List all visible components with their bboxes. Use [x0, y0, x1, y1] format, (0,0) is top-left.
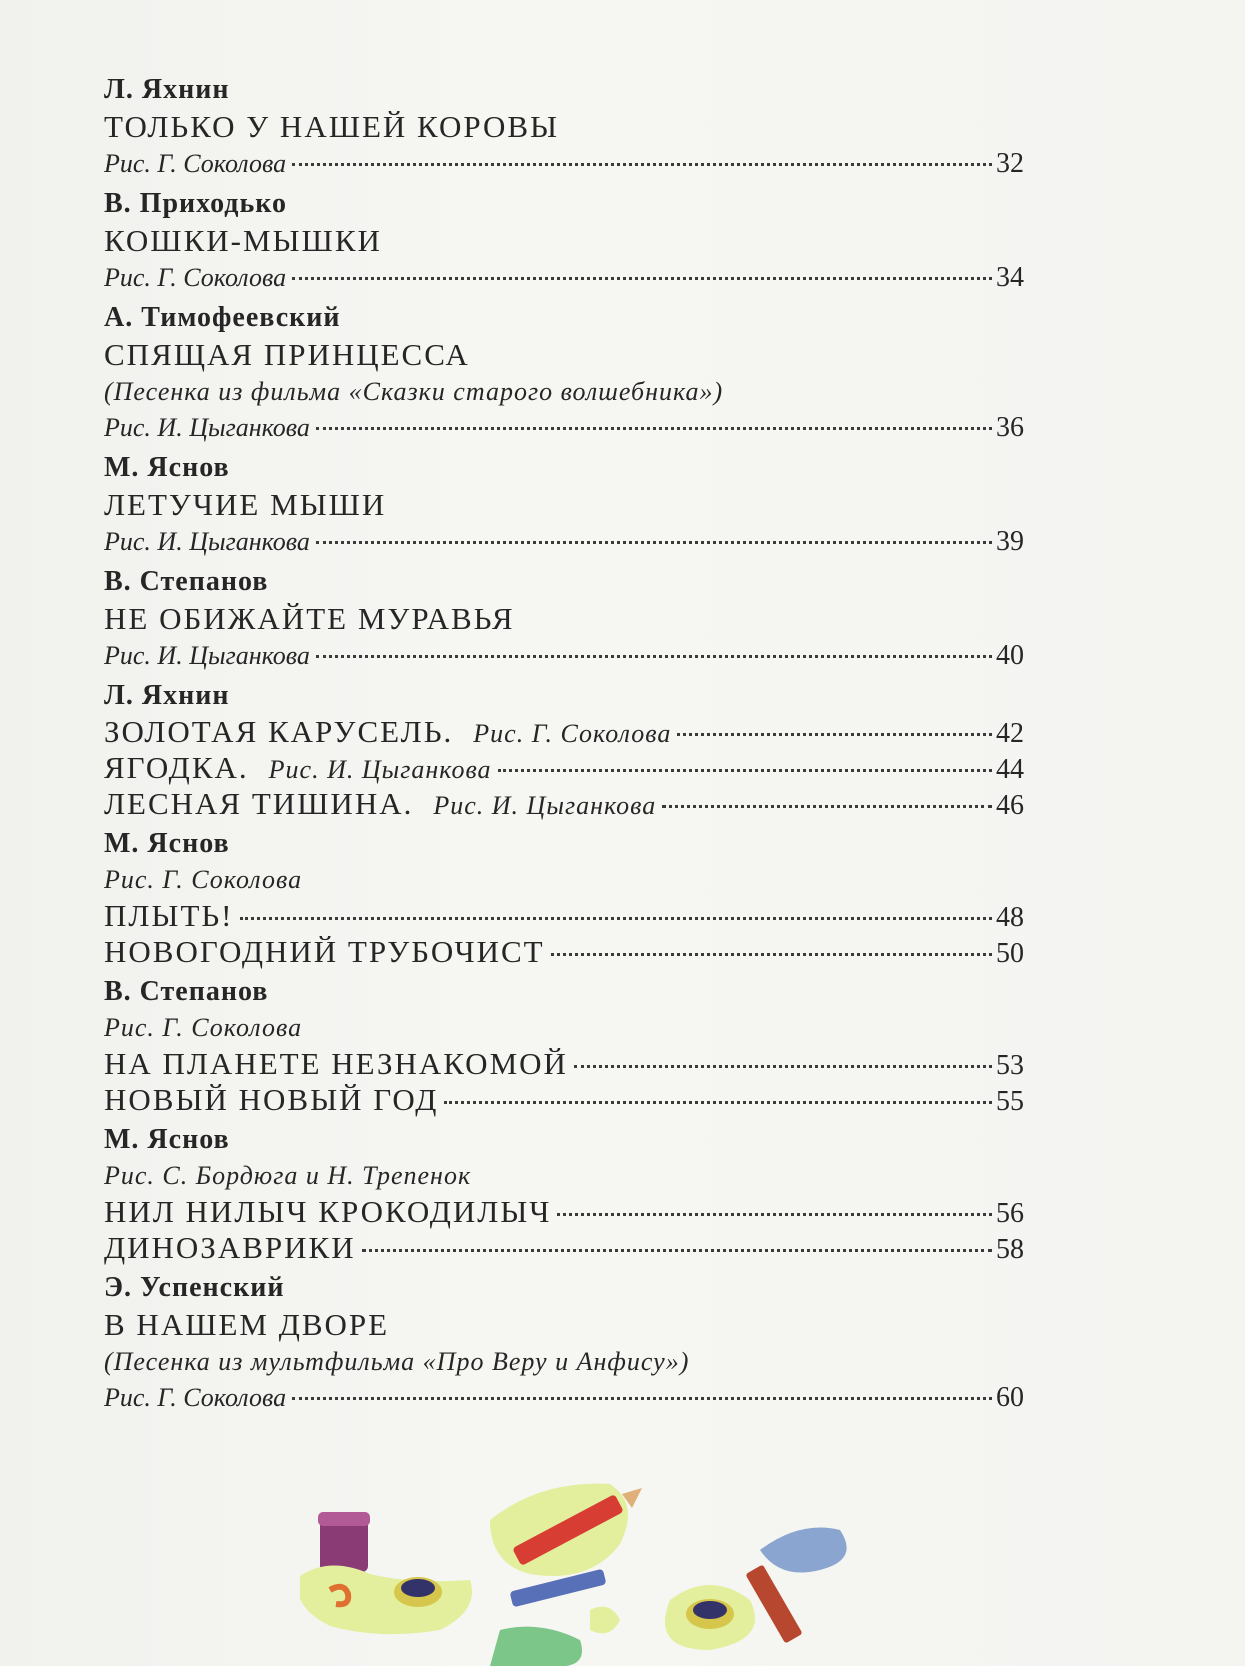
dot-leader [240, 917, 992, 920]
paint-pan-icon [394, 1577, 442, 1607]
toc-entry [104, 678, 1024, 822]
page-number: 44 [996, 754, 1024, 785]
toc-entry [104, 826, 1024, 970]
toc-entry [104, 450, 1024, 560]
toc-entry [104, 186, 1024, 296]
work-title: ЛЕСНАЯ ТИШИНА. [104, 786, 414, 821]
dot-leader [677, 733, 992, 736]
page-number: 53 [996, 1050, 1024, 1081]
illustrator-credit: Рис. Г. Соколова [104, 263, 287, 292]
author-name: В. Степанов [104, 976, 269, 1007]
toc-line[interactable] [104, 1380, 1024, 1416]
toc-entry [104, 72, 1024, 182]
author-name: М. Яснов [104, 1124, 230, 1155]
work-title: НЕ ОБИЖАЙТЕ МУРАВЬЯ [104, 601, 515, 636]
illustrator-credit: Рис. Г. Соколова [104, 149, 287, 178]
dot-leader [362, 1249, 992, 1252]
toc-entry [104, 1122, 1024, 1266]
work-title: КОШКИ-МЫШКИ [104, 223, 382, 258]
work-title: НОВЫЙ НОВЫЙ ГОД [104, 1082, 439, 1117]
page-number: 48 [996, 902, 1024, 933]
work-title: СПЯЩАЯ ПРИНЦЕССА [104, 337, 470, 372]
dot-leader [551, 953, 992, 956]
dot-leader [316, 655, 992, 658]
work-title: НОВОГОДНИЙ ТРУБОЧИСТ [104, 934, 545, 969]
toc-line[interactable] [104, 410, 1024, 446]
toc-line[interactable] [104, 898, 1024, 934]
splash-shape [300, 1565, 472, 1634]
page-number: 58 [996, 1234, 1024, 1265]
illustrator-credit: Рис. И. Цыганкова [433, 791, 657, 820]
dot-leader [292, 163, 992, 166]
work-note: (Песенка из фильма «Сказки старого волшебника») [104, 377, 724, 406]
work-title: ЯГОДКА. [104, 750, 249, 785]
work-title: ЗОЛОТАЯ КАРУСЕЛЬ. [104, 714, 454, 749]
paint-tube-icon [745, 1528, 846, 1644]
work-title: НА ПЛАНЕТЕ НЕЗНАКОМОЙ [104, 1046, 568, 1081]
toc-line[interactable] [104, 714, 1024, 750]
illustrator-credit: Рис. И. Цыганкова [104, 413, 310, 442]
toc-entry [104, 974, 1024, 1118]
dot-leader [444, 1101, 992, 1104]
illustrator-credit: Рис. И. Цыганкова [104, 527, 310, 556]
illustrator-credit: Рис. Г. Соколова [104, 865, 303, 894]
splash-shape [590, 1607, 620, 1634]
illustrator-credit: Рис. И. Цыганкова [104, 641, 310, 670]
illustrator-credit: Рис. С. Бордюга и Н. Трепенок [104, 1161, 472, 1190]
author-name: В. Степанов [104, 566, 269, 597]
work-title: НИЛ НИЛЫЧ КРОКОДИЛЫЧ [104, 1194, 552, 1229]
page-number: 50 [996, 938, 1024, 969]
page-number: 56 [996, 1198, 1024, 1229]
toc-line[interactable] [104, 750, 1024, 786]
paint-pan-icon [665, 1585, 755, 1650]
dot-leader [557, 1213, 992, 1216]
illustrator-credit: Рис. Г. Соколова [104, 1013, 303, 1042]
author-name: А. Тимофеевский [104, 302, 341, 333]
author-name: Л. Яхнин [104, 680, 230, 711]
toc-line[interactable] [104, 1194, 1024, 1230]
dot-leader [292, 1397, 992, 1400]
table-of-contents [104, 72, 1024, 1416]
toc-line[interactable] [104, 638, 1024, 674]
page-number: 40 [996, 640, 1024, 671]
page-number: 36 [996, 412, 1024, 443]
paint-jar-icon [318, 1512, 370, 1572]
page-number: 46 [996, 790, 1024, 821]
dot-leader [316, 427, 992, 430]
illustrator-credit: Рис. И. Цыганкова [268, 755, 492, 784]
author-name: Л. Яхнин [104, 74, 230, 105]
page-number: 34 [996, 262, 1024, 293]
author-name: Э. Успенский [104, 1272, 285, 1303]
illustrator-credit: Рис. Г. Соколова [104, 1383, 287, 1412]
page-number: 32 [996, 148, 1024, 179]
toc-line[interactable] [104, 1230, 1024, 1266]
author-name: В. Приходько [104, 188, 288, 219]
toc-line[interactable] [104, 146, 1024, 182]
toc-line[interactable] [104, 260, 1024, 296]
work-title: ЛЕТУЧИЕ МЫШИ [104, 487, 387, 522]
work-note: (Песенка из мультфильма «Про Веру и Анфису») [104, 1347, 690, 1376]
dot-leader [662, 805, 992, 808]
dot-leader [292, 277, 992, 280]
dot-leader [498, 769, 992, 772]
work-title: В НАШЕМ ДВОРЕ [104, 1307, 390, 1342]
illustrator-credit: Рис. Г. Соколова [473, 719, 672, 748]
work-title: ПЛЫТЬ! [104, 898, 234, 933]
toc-entry [104, 564, 1024, 674]
author-name: М. Яснов [104, 828, 230, 859]
toc-entry [104, 300, 1024, 446]
dot-leader [574, 1065, 992, 1068]
toc-line[interactable] [104, 934, 1024, 970]
art-supplies-illustration [300, 1480, 920, 1666]
work-title: ТОЛЬКО У НАШЕЙ КОРОВЫ [104, 109, 560, 144]
page-number: 42 [996, 718, 1024, 749]
toc-line[interactable] [104, 524, 1024, 560]
toc-line[interactable] [104, 1082, 1024, 1118]
author-name: М. Яснов [104, 452, 230, 483]
toc-line[interactable] [104, 786, 1024, 822]
splash-shape [490, 1627, 582, 1666]
toc-entry [104, 1270, 1024, 1416]
page-number: 55 [996, 1086, 1024, 1117]
page-number: 60 [996, 1382, 1024, 1413]
page-number: 39 [996, 526, 1024, 557]
dot-leader [316, 541, 992, 544]
toc-line[interactable] [104, 1046, 1024, 1082]
work-title: ДИНОЗАВРИКИ [104, 1230, 356, 1265]
